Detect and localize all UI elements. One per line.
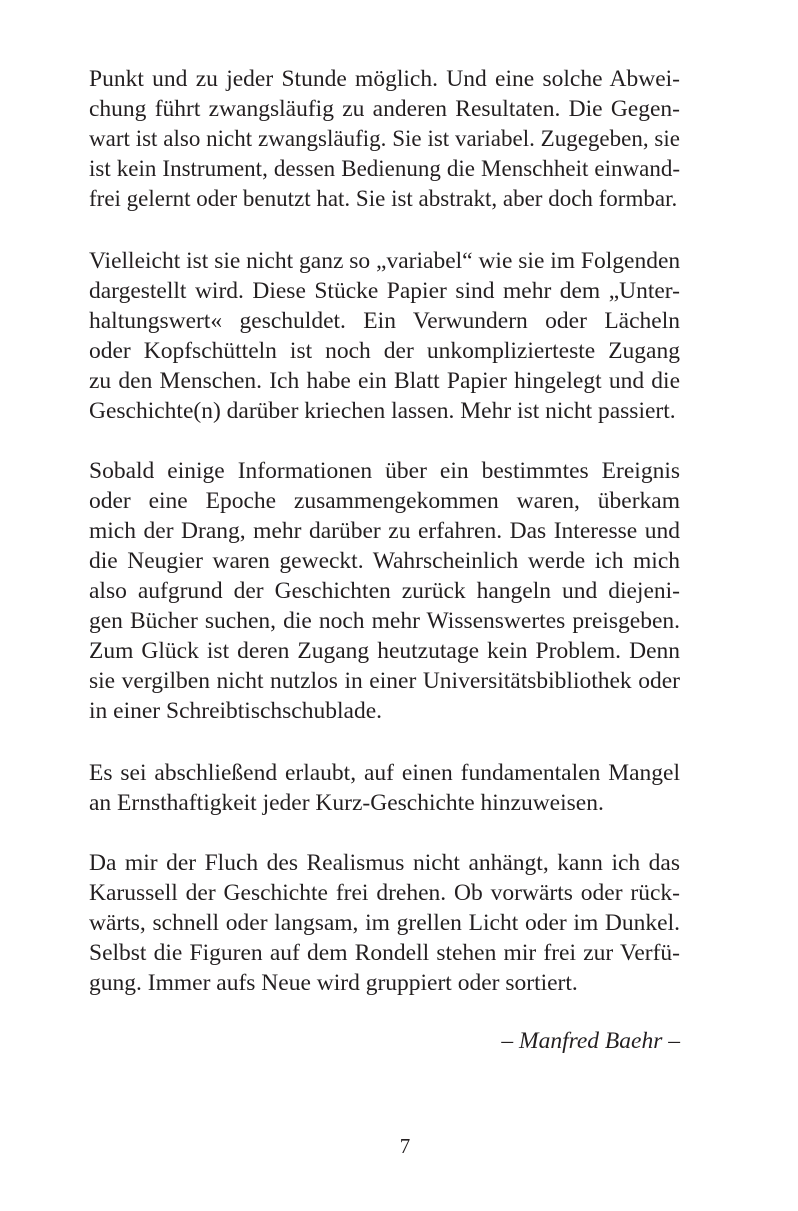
paragraph-1: [89, 64, 680, 214]
text-line: die Neugier waren geweckt. Wahrscheinlich werde ich mich: [89, 548, 680, 574]
text-line: oder eine Epoche zusammengekommen waren, überkam: [89, 488, 680, 514]
text-line: Da mir der Fluch des Realismus nicht anhängt, kann ich das: [89, 850, 680, 876]
text-line: dargestellt wird. Diese Stücke Papier sind mehr dem „Unter-: [89, 278, 680, 304]
text-line: Punkt und zu jeder Stunde möglich. Und eine solche Abwei-: [89, 66, 680, 92]
text-line: Zum Glück ist deren Zugang heutzutage kein Problem. Denn: [89, 638, 680, 664]
text-line: in einer Schreibtischschublade.: [89, 698, 383, 724]
text-line: sie vergilben nicht nutzlos in einer Universitätsbibliothek oder: [89, 668, 680, 694]
text-line: wärts, schnell oder langsam, im grellen Licht oder im Dunkel.: [89, 910, 680, 936]
text-line: gen Bücher suchen, die noch mehr Wissenswertes preisgeben.: [89, 608, 680, 634]
text-line: Karussell der Geschichte frei drehen. Ob vorwärts oder rück-: [89, 880, 680, 906]
author-signature: – Manfred Baehr –: [501, 1028, 680, 1054]
text-line: chung führt zwangsläufig zu anderen Resultaten. Die Gegen-: [89, 96, 680, 122]
paragraph-3: [89, 456, 680, 726]
text-line: Selbst die Figuren auf dem Rondell stehen mir frei zur Verfü-: [89, 940, 680, 966]
text-line: wart ist also nicht zwangsläufig. Sie ist variabel. Zugegeben, sie: [89, 126, 680, 151]
text-line: gung. Immer aufs Neue wird gruppiert oder sortiert.: [89, 970, 578, 996]
text-line: ist kein Instrument, dessen Bedienung die Menschheit einwand-: [89, 156, 680, 181]
text-line: Vielleicht ist sie nicht ganz so „variabel“ wie sie im Folgenden: [89, 248, 681, 274]
text-line: Sobald einige Informationen über ein bestimmtes Ereignis: [89, 458, 680, 484]
text-line: oder Kopfschütteln ist noch der unkomplizierteste Zugang: [89, 338, 680, 364]
paragraph-2: [89, 246, 680, 426]
text-line: mich der Drang, mehr darüber zu erfahren. Das Interesse und: [89, 518, 680, 544]
text-line: an Ernsthaftigkeit jeder Kurz-Geschichte hinzuweisen.: [89, 790, 604, 816]
text-line: frei gelernt oder benutzt hat. Sie ist abstrakt, aber doch formbar.: [89, 186, 678, 211]
paragraph-4: [89, 758, 680, 818]
paragraph-5: [89, 848, 680, 998]
text-line: haltungswert« geschuldet. Ein Verwundern oder Lächeln: [89, 308, 680, 334]
page-number: 7: [399, 1134, 411, 1158]
text-line: zu den Menschen. Ich habe ein Blatt Papier hingelegt und die: [89, 368, 680, 394]
text-line: Geschichte(n) darüber kriechen lassen. Mehr ist nicht passiert.: [89, 398, 676, 424]
text-line: also aufgrund der Geschichten zurück hangeln und diejeni-: [89, 578, 680, 604]
text-line: Es sei abschließend erlaubt, auf einen fundamentalen Mangel: [89, 760, 680, 786]
